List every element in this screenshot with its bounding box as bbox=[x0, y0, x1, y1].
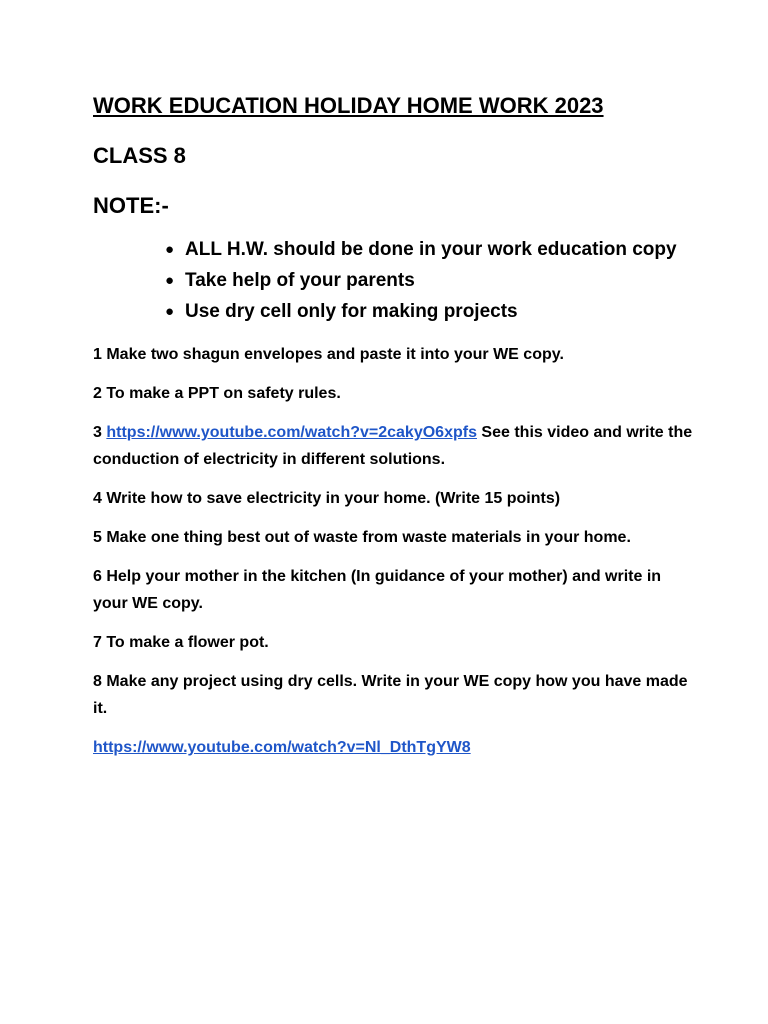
video-link-1[interactable]: https://www.youtube.com/watch?v=2cakyO6xpfs bbox=[106, 424, 477, 441]
task-item-4: 4 Write how to save electricity in your home. (Write 15 points) bbox=[93, 490, 561, 507]
bullet-icon: ● bbox=[165, 303, 175, 320]
task-item-6: 6 Help your mother in the kitchen (In guidance of your mother) and write in your WE copy. bbox=[93, 568, 662, 612]
note-item bbox=[165, 265, 693, 296]
note-item bbox=[165, 296, 693, 327]
note-item bbox=[165, 234, 693, 265]
document-page bbox=[93, 88, 693, 761]
notes-list bbox=[93, 234, 693, 327]
task-number: 3 bbox=[93, 424, 102, 441]
task-item-5: 5 Make one thing best out of waste from waste materials in your home. bbox=[93, 529, 631, 546]
bullet-icon: ● bbox=[165, 272, 175, 289]
task-text: See this video bbox=[481, 424, 590, 441]
class-heading: CLASS 8 bbox=[93, 143, 186, 168]
note-text: Take help of your parents bbox=[185, 270, 415, 291]
video-link-2[interactable]: https://www.youtube.com/watch?v=Nl_DthTgYW8 bbox=[93, 739, 471, 756]
final-link-row bbox=[93, 734, 693, 761]
task-text-continued: and write the conduction of electricity in different solutions. bbox=[93, 424, 693, 468]
task-item-7: 7 To make a flower pot. bbox=[93, 634, 269, 651]
task-item-8: 8 Make any project using dry cells. Write in your WE copy how you have made it. bbox=[93, 673, 688, 717]
note-heading: NOTE:- bbox=[93, 193, 169, 218]
task-item-2: 2 To make a PPT on safety rules. bbox=[93, 385, 341, 402]
document-title: WORK EDUCATION HOLIDAY HOME WORK 2023 bbox=[93, 93, 604, 118]
task-item-3 bbox=[93, 419, 693, 473]
task-item-1: 1 Make two shagun envelopes and paste it into your WE copy. bbox=[93, 346, 564, 363]
note-text: ALL H.W. should be done in your work education copy bbox=[185, 239, 677, 260]
note-text: Use dry cell only for making projects bbox=[185, 301, 518, 322]
bullet-icon: ● bbox=[165, 241, 175, 258]
task-list bbox=[93, 341, 693, 761]
